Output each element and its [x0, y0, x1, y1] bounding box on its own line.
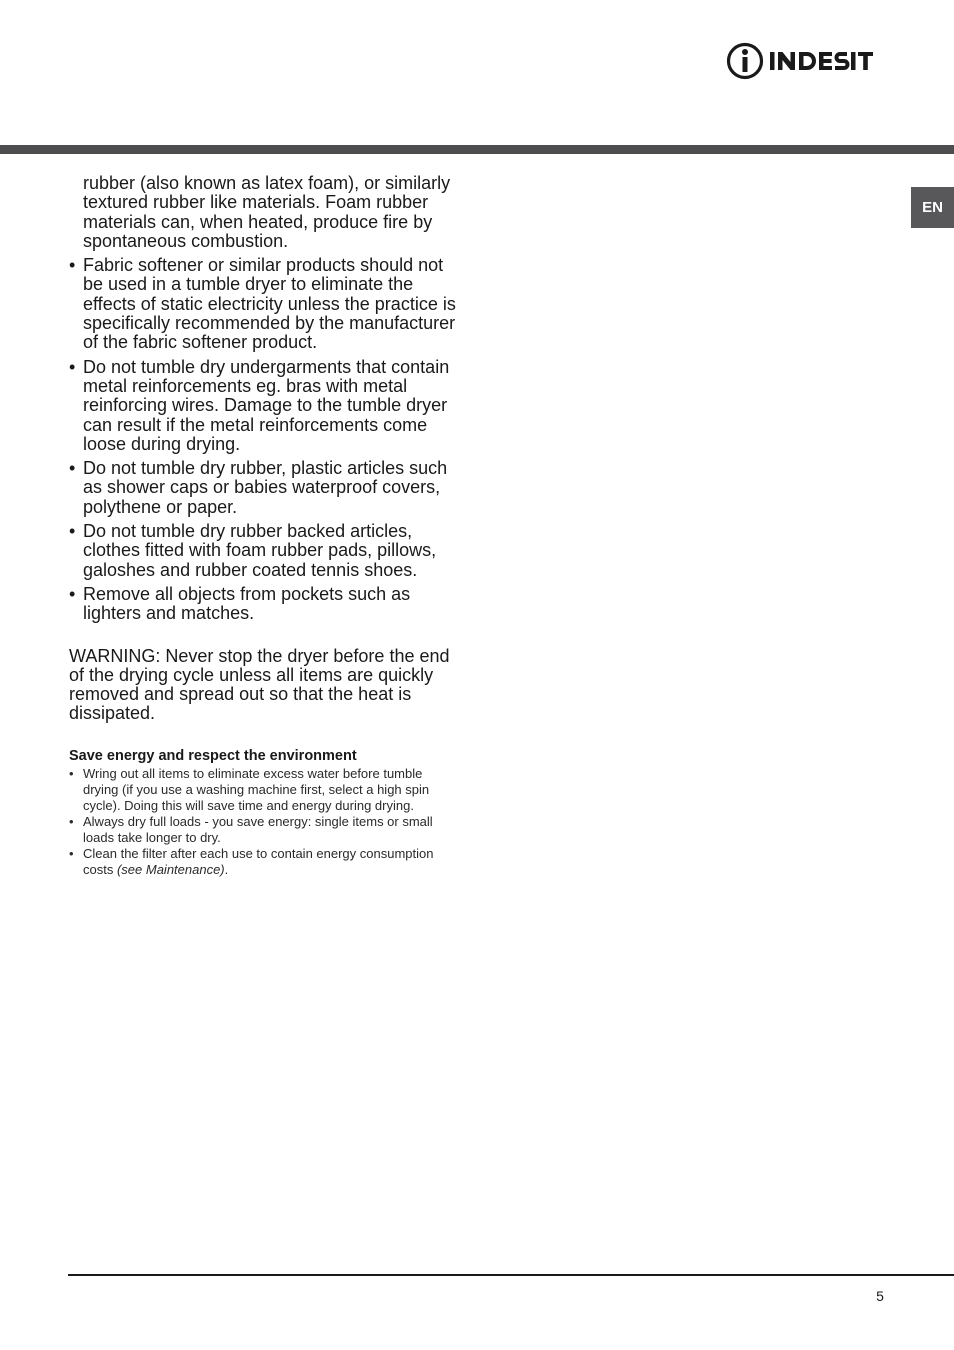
list-item: • Remove all objects from pockets such as lighters and matches.	[69, 583, 411, 624]
safety-list	[69, 256, 459, 623]
bullet-icon: •	[69, 845, 74, 861]
main-content	[69, 174, 459, 878]
list-item: • Clean the filter after each use to contain energy consumption costs (see Maintenance).	[69, 845, 434, 877]
language-tab: EN	[911, 187, 954, 228]
bullet-icon: •	[69, 583, 76, 604]
bullet-icon: •	[69, 813, 74, 829]
section-title: Save energy and respect the environment	[69, 747, 357, 764]
indesit-wordmark-icon	[770, 46, 890, 76]
warning-paragraph: WARNING: Never stop the dryer before the end of the drying cycle unless all items are quickly removed and spread out so that the heat is dissipated.	[69, 645, 450, 724]
bullet-icon: •	[69, 255, 76, 276]
indesit-logo-icon	[726, 40, 764, 82]
bullet-icon: •	[69, 458, 76, 479]
bullet-icon: •	[69, 521, 76, 542]
list-item: • Do not tumble dry rubber backed articles, clothes fitted with foam rubber pads, pillows, galoshes and rubber coated tennis shoes.	[69, 521, 437, 580]
bullet-icon: •	[69, 765, 74, 781]
list-item: • Do not tumble dry undergarments that contain metal reinforcements eg. bras with metal reinforcing wires. Damage to the tumble dryer can result if the metal reinforcements come loose during drying.	[69, 356, 450, 454]
bullet-icon: •	[69, 356, 76, 377]
list-item: • Wring out all items to eliminate excess water before tumble drying (if you use a washing machine first, select a high spin cycle). Doing this will save time and energy during drying.	[69, 765, 430, 813]
page-number: 5	[876, 1288, 884, 1304]
footer-rule	[68, 1274, 954, 1276]
continuation-paragraph: rubber (also known as latex foam), or similarly textured rubber like materials. Foam rubber materials can, when heated, produce fire by spontaneous combustion.	[83, 173, 451, 251]
list-item: • Fabric softener or similar products should not be used in a tumble dryer to eliminate the effects of static electricity unless the practice is specifically recommended by the manufacturer of the fabric softener product.	[69, 255, 456, 353]
list-item: • Do not tumble dry rubber, plastic articles such as shower caps or babies waterproof covers, polythene or paper.	[69, 458, 448, 517]
maintenance-reference: (see Maintenance)	[116, 861, 225, 877]
header-rule	[0, 145, 954, 154]
energy-list	[69, 766, 459, 878]
brand-logo	[726, 40, 890, 82]
list-item: • Always dry full loads - you save energy: single items or small loads take longer to dry.	[69, 813, 433, 845]
